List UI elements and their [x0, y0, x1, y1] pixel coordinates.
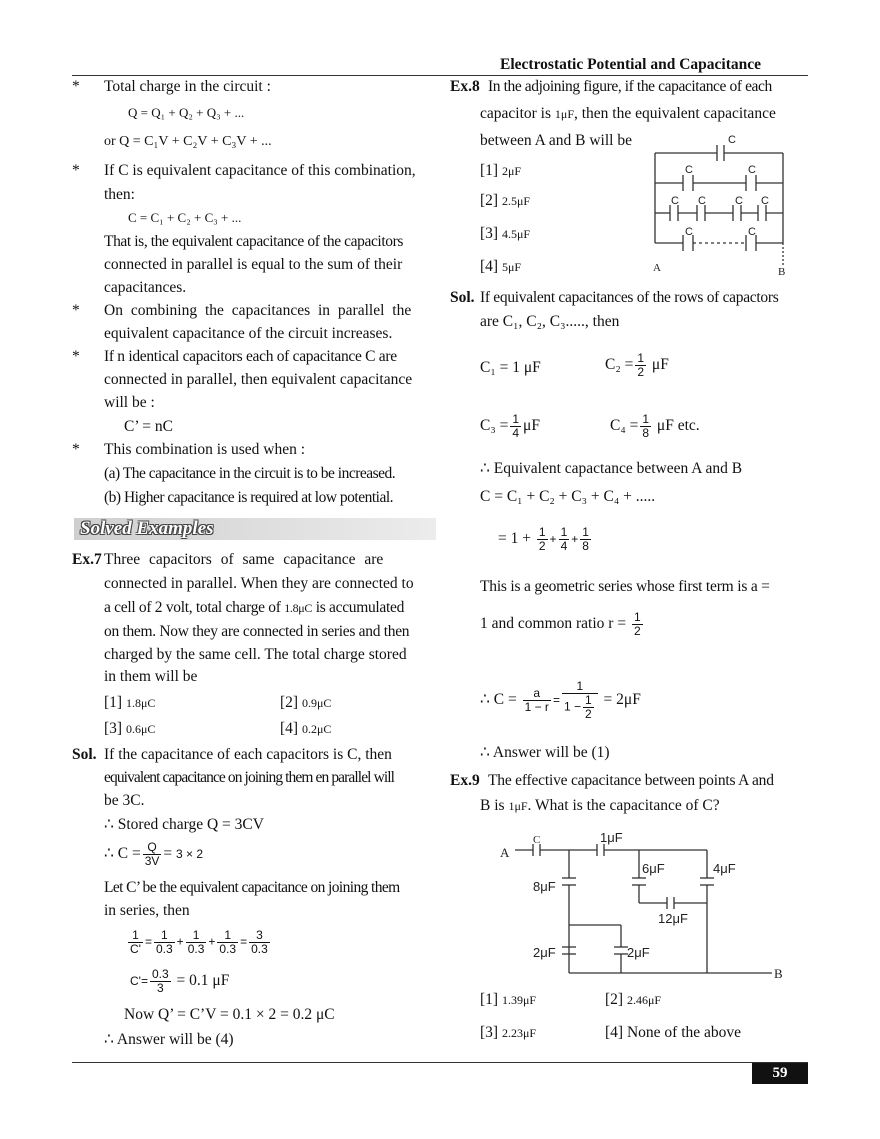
fraction: [510, 413, 521, 440]
header-rule: [72, 75, 808, 76]
text-span: 0.3: [251, 942, 268, 956]
text-span: [4]: [280, 720, 299, 737]
text-span: 2: [584, 707, 592, 721]
text-line: If equivalent capacitances of the rows of capactors: [480, 289, 779, 306]
text-line: in them will be: [104, 668, 198, 685]
text-span: 2: [637, 365, 645, 379]
text-span: 1μF: [554, 107, 574, 121]
cap-label: C: [728, 134, 736, 146]
text-span: 1: [637, 351, 645, 365]
text-span: C₃ =: [480, 417, 509, 435]
bullet: *: [72, 162, 80, 179]
text-span: 2μF: [533, 945, 556, 960]
text-span: 0.6μC: [125, 722, 156, 736]
equation: [480, 413, 540, 440]
text-span: 1 − r: [524, 700, 549, 714]
text-line: will be :: [104, 394, 155, 411]
text-line: (b) Higher capacitance is required at low potential.: [104, 489, 394, 506]
text-span: 2.5μF: [501, 194, 531, 208]
text-span: [2]: [605, 991, 624, 1008]
text-span: μF etc.: [656, 417, 700, 435]
text-line: connected in parallel. When they are connected to: [104, 575, 414, 592]
text-line: [104, 599, 404, 617]
equation: [498, 526, 593, 553]
text-span: 1: [154, 929, 175, 943]
text-line: This combination is used when :: [104, 441, 306, 458]
option-1: [480, 991, 536, 1009]
text-span: A: [500, 845, 510, 860]
text-span: 1μF: [600, 830, 623, 845]
text: a cell of 2 volt, total charge of: [104, 599, 281, 616]
text-line: Total charge in the circuit :: [104, 78, 271, 95]
option-1: [104, 694, 155, 712]
text-span: 2: [633, 624, 641, 638]
option-3: [104, 720, 155, 738]
equation: C’ = nC: [124, 418, 173, 435]
text-span: 1: [642, 412, 650, 426]
fraction: [154, 929, 175, 956]
option-2: [480, 192, 530, 210]
text-span: 1: [186, 929, 207, 943]
text-span: 1: [128, 929, 143, 943]
text-span: 1: [512, 412, 520, 426]
text-line: ∴ Stored charge Q = 3CV: [104, 816, 264, 833]
text-span: 4: [560, 539, 568, 553]
text-line: Now Q’ = C’V = 0.1 × 2 = 0.2 μC: [124, 1006, 335, 1023]
text-span: =: [240, 934, 248, 949]
text-line: between A and B will be: [480, 132, 632, 149]
footer-rule: [72, 1062, 808, 1063]
text-span: =: [552, 693, 560, 708]
text-span: C: [748, 164, 756, 176]
text-line: ∴ Answer will be (1): [480, 744, 610, 761]
text-span: None of the above: [626, 1024, 742, 1041]
text-line: On combining the capacitances in parallel the: [104, 302, 412, 319]
text-span: C: [698, 195, 706, 207]
text-span: 1: [538, 525, 546, 539]
fraction: [562, 680, 598, 721]
text-line: are C₁, C₂, C₃....., then: [480, 313, 620, 330]
text-span: 8: [642, 426, 650, 440]
text-span: μF: [523, 417, 540, 435]
text-span: 1 −: [563, 699, 581, 714]
text-span: C'=: [130, 974, 148, 989]
option-4: [480, 258, 521, 276]
text-span: [1]: [480, 991, 499, 1008]
text-line: This is a geometric series whose first term is a =: [480, 578, 770, 595]
text-span: 1.8μC: [125, 696, 156, 710]
text-span: 1 and common ratio r =: [480, 615, 627, 633]
text-span: 3V: [144, 854, 160, 868]
text-line: In the adjoining figure, if the capacitance of each: [488, 78, 772, 95]
equation: C = C₁ + C₂ + C₃ + ...: [128, 210, 242, 225]
text-span: 5μF: [501, 260, 522, 274]
node-b: B: [778, 266, 786, 278]
equation: [605, 352, 669, 379]
text-span: μF: [651, 356, 669, 374]
text-line: If C is equivalent capacitance of this combination,: [104, 162, 416, 179]
fraction: [523, 687, 551, 714]
text-span: [1]: [104, 694, 123, 711]
bullet: *: [72, 348, 80, 365]
text-line: be 3C.: [104, 792, 145, 809]
text-span: , then the equivalent capacitance: [574, 105, 776, 122]
fraction: [583, 694, 594, 721]
equation: [480, 611, 645, 638]
text-span: [562, 694, 598, 721]
text-line: [480, 105, 776, 123]
text-span: [3]: [480, 225, 499, 242]
equation: [610, 413, 700, 440]
text-span: 4.5μF: [501, 227, 531, 241]
text-span: ∴ C =: [104, 845, 141, 863]
option-2: [280, 694, 331, 712]
text-line: That is, the equivalent capacitance of the capacitors: [104, 233, 403, 250]
fraction: [580, 526, 591, 553]
text-span: =: [163, 845, 173, 863]
text-span: a: [523, 687, 551, 701]
text-line: connected in parallel is equal to the sum of their: [104, 256, 403, 273]
text-line: on them. Now they are connected in series and then: [104, 623, 410, 640]
text-span: [3]: [480, 1024, 499, 1041]
bullet: *: [72, 441, 80, 458]
text-span: 0.3: [151, 967, 169, 981]
text-line: connected in parallel, then equivalent capacitance: [104, 371, 413, 388]
text-span: 1: [562, 680, 598, 694]
equation: [480, 680, 641, 721]
equation: [130, 968, 229, 995]
text-span: 2.46μF: [626, 993, 662, 1007]
running-header: Electrostatic Potential and Capacitance: [500, 56, 762, 73]
equation: [126, 929, 272, 956]
text-line: ∴ Answer will be (4): [104, 1031, 234, 1048]
text-span: 0.2μC: [301, 722, 332, 736]
text-span: 1.39μF: [501, 993, 537, 1007]
text-line: [480, 797, 720, 815]
text-span: capacitor is: [480, 105, 552, 122]
option-4: [605, 1024, 741, 1042]
text-span: 0.3: [155, 942, 173, 956]
bullet: *: [72, 302, 80, 319]
text-span: 2μF: [501, 164, 522, 178]
text-span: 1: [633, 610, 641, 624]
example-label: Ex.7: [72, 551, 102, 568]
text-span: C: [735, 195, 743, 207]
option-3: [480, 225, 530, 243]
text-line: Three capacitors of same capacitance are: [104, 551, 384, 568]
text-line: capacitances.: [104, 279, 187, 296]
fraction: [559, 526, 570, 553]
text-span: C: [685, 226, 693, 238]
text-span: 12μF: [658, 911, 688, 926]
text-line: If n identical capacitors each of capacitance C are: [104, 348, 397, 365]
option-1: [480, 162, 521, 180]
text-span: 4μF: [713, 861, 736, 876]
text-line: The effective capacitance between points A and: [488, 772, 774, 789]
text-span: B: [774, 966, 783, 981]
text-line: (a) The capacitance in the circuit is to be increased.: [104, 465, 396, 482]
text-span: [4]: [480, 258, 499, 275]
option-3: [480, 1024, 536, 1042]
text-span: C': [130, 942, 141, 956]
text-line: equivalent capacitance of the circuit increases.: [104, 325, 393, 342]
text-span: = 0.1 μF: [176, 972, 230, 990]
fraction: [186, 929, 207, 956]
section-heading-solved-examples: Solved Examples: [74, 518, 436, 540]
text-span: +: [208, 934, 216, 949]
text-span: C: [748, 226, 756, 238]
equation: C = C₁ + C₂ + C₃ + C₄ + .....: [480, 488, 656, 505]
text-span: [1]: [480, 162, 499, 179]
text-line: If the capacitance of each capacitors is C, then: [104, 746, 392, 763]
text-span: [3]: [104, 720, 123, 737]
text-line: Let C’ be the equivalent capacitance on joining them: [104, 879, 400, 896]
text-span: +: [571, 532, 579, 547]
example-label: Ex.9: [450, 772, 480, 789]
text-span: C: [685, 164, 693, 176]
solution-label: Sol.: [450, 289, 475, 306]
text-span: C: [533, 834, 541, 846]
text-span: 2μF: [627, 945, 650, 960]
fraction: [632, 611, 643, 638]
text-span: 1: [560, 525, 568, 539]
text-span: +: [176, 934, 184, 949]
text-span: 8: [582, 539, 589, 553]
fraction: [143, 841, 162, 868]
text-span: 1: [217, 929, 238, 943]
text-span: C: [671, 195, 679, 207]
equation: Q = Q₁ + Q₂ + Q₃ + ...: [128, 105, 245, 120]
solution-label: Sol.: [72, 746, 97, 763]
fraction: [249, 929, 270, 956]
text-line: equivalent capacitance on joining them en parallel will: [104, 769, 395, 786]
equation: C₁ = 1 μF: [480, 359, 541, 376]
fraction: [640, 413, 651, 440]
text-span: . What is the capacitance of C?: [527, 797, 720, 814]
text-span: [2]: [280, 694, 299, 711]
text-span: = 1 +: [498, 530, 531, 548]
text-span: =: [144, 934, 152, 949]
value: 1.8μC: [284, 601, 313, 615]
example-label: Ex.8: [450, 78, 480, 95]
text-span: 6μF: [642, 861, 665, 876]
text-line: charged by the same cell. The total charge stored: [104, 646, 407, 663]
equation: [104, 841, 203, 868]
text-span: 0.3: [187, 942, 205, 956]
equation: or Q = C₁V + C₂V + C₃V + ...: [104, 134, 272, 149]
text-line: then:: [104, 186, 135, 203]
text-span: C: [761, 195, 769, 207]
fraction: [217, 929, 238, 956]
text-span: 8μF: [533, 879, 556, 894]
capacitor-network-figure: [490, 825, 800, 985]
fraction: [537, 526, 548, 553]
text-span: 3: [249, 929, 270, 943]
text-span: 2.23μF: [501, 1026, 537, 1040]
text-span: 1μF: [508, 799, 528, 813]
text-span: 0.9μC: [301, 696, 332, 710]
ladder-capacitor-figure: [640, 125, 810, 285]
text-span: 3: [156, 981, 164, 995]
text-span: Q: [143, 841, 162, 855]
fraction: [635, 352, 646, 379]
text-span: 1: [584, 693, 592, 707]
fraction: [128, 929, 143, 956]
text-span: B is: [480, 797, 505, 814]
option-4: [280, 720, 331, 738]
text-span: 2: [538, 539, 546, 553]
text-span: +: [549, 532, 557, 547]
text-span: [2]: [480, 192, 499, 209]
text-line: ∴ Equivalent capactance between A and B: [480, 460, 743, 477]
option-2: [605, 991, 661, 1009]
text-span: 1: [582, 525, 589, 539]
text: is accumulated: [315, 599, 405, 616]
page-number: 59: [752, 1063, 808, 1084]
text-span: 3 × 2: [176, 847, 204, 862]
text-span: ∴ C =: [480, 691, 517, 709]
text-span: C₄ =: [610, 417, 639, 435]
text-span: 4: [512, 426, 520, 440]
text-span: = 2μF: [603, 691, 641, 709]
text-line: in series, then: [104, 902, 190, 919]
text-span: C₂ =: [605, 356, 634, 374]
text-span: [4]: [605, 1024, 624, 1041]
text-span: 0.3: [219, 942, 237, 956]
node-a: A: [653, 262, 661, 274]
bullet: *: [72, 78, 80, 95]
fraction: [150, 968, 171, 995]
